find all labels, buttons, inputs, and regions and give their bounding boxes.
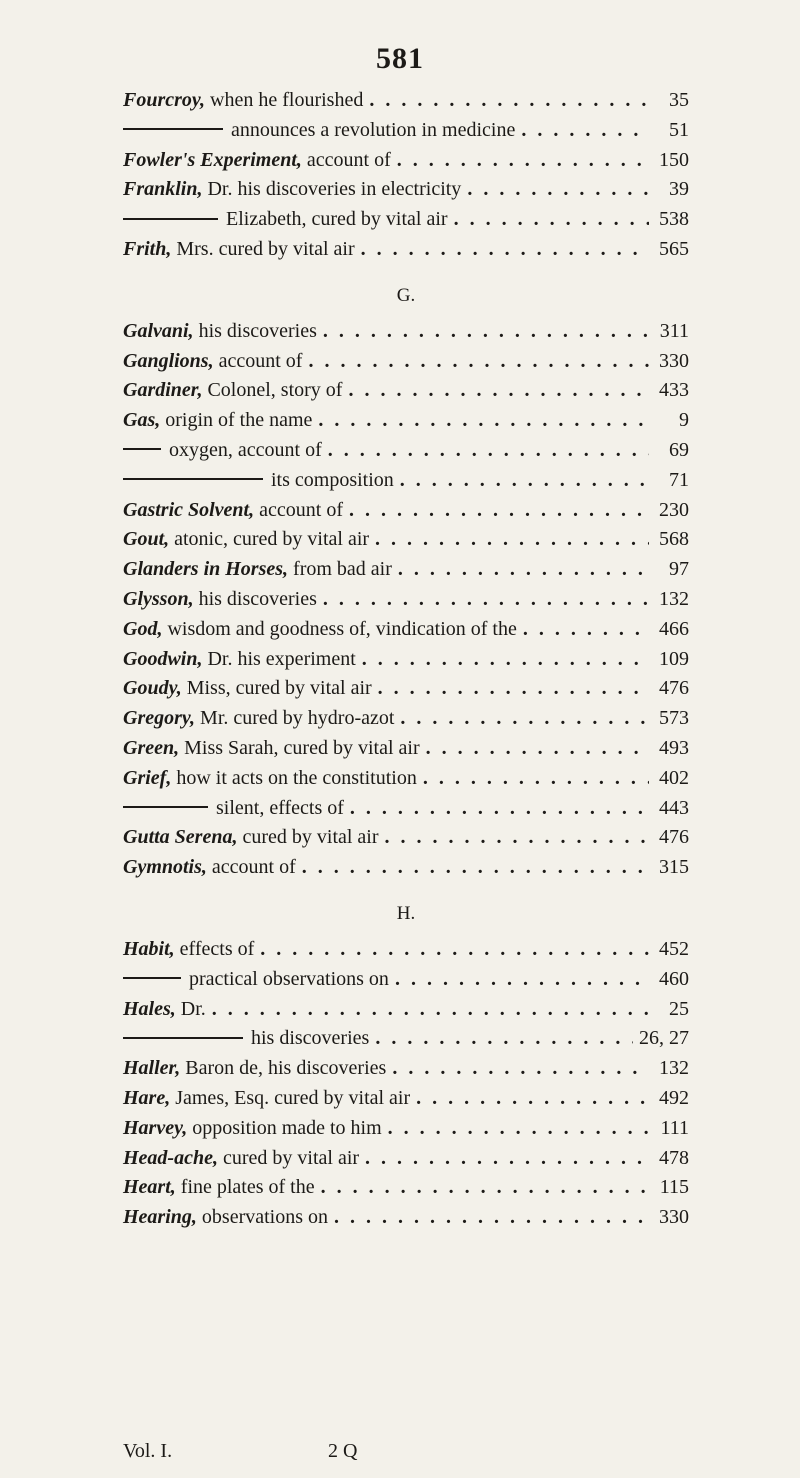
entry-description: Mr. cured by hydro-azot xyxy=(200,707,395,730)
entry-description: announces a revolution in medicine xyxy=(231,118,516,141)
leader-dots xyxy=(400,704,649,734)
ditto-rule xyxy=(123,478,263,480)
entry-description: Colonel, story of xyxy=(207,379,343,402)
index-section xyxy=(123,86,689,265)
entry-description: opposition made to him xyxy=(192,1116,382,1139)
index-entry xyxy=(123,436,689,466)
entry-description: origin of the name xyxy=(165,409,313,432)
entry-description: Dr. xyxy=(180,997,206,1020)
entry-text xyxy=(123,1114,382,1144)
entry-heading: Glysson, xyxy=(123,587,194,610)
page-reference: 9 xyxy=(679,409,689,432)
page-reference: 330 xyxy=(659,1206,689,1229)
page-reference: 69 xyxy=(669,438,689,461)
entry-description: how it acts on the constitution xyxy=(176,766,417,789)
index-entry xyxy=(123,615,689,645)
entry-text xyxy=(123,645,356,675)
index-entry xyxy=(123,205,689,235)
entry-heading: Hearing, xyxy=(123,1206,197,1229)
section-letter: H. xyxy=(396,902,416,924)
entry-text xyxy=(123,116,515,146)
page-reference: 538 xyxy=(659,208,689,231)
entry-text xyxy=(123,317,317,347)
page-reference: 150 xyxy=(659,148,689,171)
entry-heading: Haller, xyxy=(123,1057,181,1080)
entry-text xyxy=(123,764,417,794)
leader-dots xyxy=(260,935,649,965)
index-entry xyxy=(123,406,689,436)
leader-dots xyxy=(323,585,649,615)
entry-heading: God, xyxy=(123,617,163,640)
entry-description: Miss, cured by vital air xyxy=(186,677,372,700)
entry-text xyxy=(123,1203,328,1233)
page-reference: 35 xyxy=(669,89,689,111)
index-entry xyxy=(123,674,689,704)
leader-dots xyxy=(388,1114,649,1144)
page-reference: 460 xyxy=(659,967,689,990)
ditto-rule xyxy=(123,1037,243,1039)
leader-dots xyxy=(349,496,649,526)
page-reference: 476 xyxy=(659,826,689,849)
entry-heading: Gutta Serena, xyxy=(123,826,238,849)
entry-heading: Glanders in Horses, xyxy=(123,558,289,581)
entry-heading: Hales, xyxy=(123,997,176,1020)
leader-dots xyxy=(362,645,649,675)
entry-text xyxy=(123,823,379,853)
entry-description: Dr. his discoveries in electricity xyxy=(207,178,462,201)
leader-dots xyxy=(392,1054,649,1084)
page-reference: 452 xyxy=(659,937,689,960)
leader-dots xyxy=(365,1144,649,1174)
index-entry xyxy=(123,704,689,734)
ditto-rule xyxy=(123,806,208,808)
entry-text xyxy=(123,853,296,883)
index-entry xyxy=(123,995,689,1025)
page-reference: 71 xyxy=(669,468,689,491)
entry-description: Mrs. cured by vital air xyxy=(176,237,355,260)
entry-text xyxy=(123,466,394,496)
page-reference: 466 xyxy=(659,617,689,640)
ditto-rule xyxy=(123,128,223,130)
entry-text xyxy=(123,376,342,406)
entry-text xyxy=(123,674,372,704)
entry-text xyxy=(123,585,317,615)
entry-text xyxy=(123,205,448,235)
entry-text xyxy=(123,86,363,116)
ditto-rule xyxy=(123,448,161,450)
index-entry xyxy=(123,1144,689,1174)
entry-description: James, Esq. cured by vital air xyxy=(175,1086,411,1109)
index-section xyxy=(123,279,689,883)
page-reference: 565 xyxy=(659,237,689,260)
leader-dots xyxy=(302,853,649,883)
entry-heading: Goudy, xyxy=(123,677,182,700)
index-entry xyxy=(123,585,689,615)
page-reference: 25 xyxy=(669,997,689,1020)
leader-dots xyxy=(350,794,649,824)
page-reference: 478 xyxy=(659,1146,689,1169)
index-entry xyxy=(123,645,689,675)
entry-text xyxy=(123,965,389,995)
index-entry xyxy=(123,1173,689,1203)
page-reference: 433 xyxy=(659,379,689,402)
leader-dots xyxy=(321,1173,649,1203)
entry-description: from bad air xyxy=(293,558,392,581)
index-entry xyxy=(123,496,689,526)
index-entry xyxy=(123,347,689,377)
page-reference: 330 xyxy=(659,349,689,372)
index-section xyxy=(123,897,689,1233)
leader-dots xyxy=(398,555,649,585)
page-reference: 492 xyxy=(659,1086,689,1109)
entry-heading: Gas, xyxy=(123,409,161,432)
page-reference: 493 xyxy=(659,736,689,759)
entry-text xyxy=(123,1024,369,1054)
entry-text xyxy=(123,995,206,1025)
leader-dots xyxy=(400,466,649,496)
entry-description: his discoveries xyxy=(198,587,317,610)
entry-heading: Habit, xyxy=(123,937,175,960)
page-reference: 115 xyxy=(659,1176,689,1199)
entry-heading: Goodwin, xyxy=(123,647,203,670)
entry-heading: Gardiner, xyxy=(123,379,203,402)
index-entry xyxy=(123,376,689,406)
leader-dots xyxy=(318,406,649,436)
index-entry xyxy=(123,466,689,496)
entry-description: oxygen, account of xyxy=(169,438,322,461)
entry-heading: Gregory, xyxy=(123,707,196,730)
entry-text xyxy=(123,704,394,734)
entry-description: Miss Sarah, cured by vital air xyxy=(184,736,420,759)
volume-label: Vol. I. xyxy=(123,1440,173,1462)
leader-dots xyxy=(375,525,649,555)
page-reference: 132 xyxy=(659,587,689,610)
index-entry xyxy=(123,86,689,116)
index-entry xyxy=(123,794,689,824)
index-entry xyxy=(123,555,689,585)
entry-description: wisdom and goodness of, vindication of the xyxy=(167,617,517,640)
page-reference: 573 xyxy=(659,707,689,730)
entry-text xyxy=(123,175,461,205)
index-entry xyxy=(123,734,689,764)
index-entry xyxy=(123,823,689,853)
entry-text xyxy=(123,1144,359,1174)
entry-description: account of xyxy=(218,349,303,372)
entry-description: Dr. his experiment xyxy=(207,647,356,670)
entry-text xyxy=(123,436,322,466)
entry-text xyxy=(123,496,343,526)
entry-heading: Hare, xyxy=(123,1086,171,1109)
entry-text xyxy=(123,525,369,555)
page-reference: 51 xyxy=(669,118,689,141)
entry-description: account of xyxy=(211,856,296,879)
index-entry xyxy=(123,175,689,205)
entry-heading: Franklin, xyxy=(123,178,203,201)
leader-dots xyxy=(308,347,649,377)
page-reference: 26, 27 xyxy=(639,1027,689,1050)
entry-description: fine plates of the xyxy=(180,1176,315,1199)
index-entry xyxy=(123,146,689,176)
page-reference: 443 xyxy=(659,796,689,819)
page-reference: 568 xyxy=(659,528,689,551)
leader-dots xyxy=(395,965,649,995)
entry-text xyxy=(123,146,391,176)
leader-dots xyxy=(361,235,649,265)
entry-text xyxy=(123,555,392,585)
index-entry xyxy=(123,116,689,146)
leader-dots xyxy=(323,317,649,347)
entry-heading: Harvey, xyxy=(123,1116,188,1139)
index-entry xyxy=(123,1203,689,1233)
section-letter: G. xyxy=(396,284,416,306)
index-entry xyxy=(123,1054,689,1084)
leader-dots xyxy=(423,764,649,794)
page-reference: 109 xyxy=(659,647,689,670)
entry-heading: Galvani, xyxy=(123,319,194,342)
page-reference: 97 xyxy=(669,558,689,581)
page-reference: 311 xyxy=(659,319,689,342)
page-reference: 111 xyxy=(660,1116,689,1139)
entry-description: his discoveries xyxy=(198,319,317,342)
entry-text xyxy=(123,734,420,764)
index-entry xyxy=(123,965,689,995)
entry-text xyxy=(123,235,355,265)
leader-dots xyxy=(348,376,649,406)
entry-description: atonic, cured by vital air xyxy=(174,528,370,551)
index-entry xyxy=(123,317,689,347)
entry-heading: Gout, xyxy=(123,528,170,551)
entry-text xyxy=(123,794,344,824)
leader-dots xyxy=(328,436,649,466)
page-reference: 230 xyxy=(659,498,689,521)
entry-text xyxy=(123,406,312,436)
leader-dots xyxy=(212,995,649,1025)
entry-description: Baron de, his discoveries xyxy=(185,1057,387,1080)
page-number: 581 xyxy=(376,42,424,75)
leader-dots xyxy=(521,116,649,146)
leader-dots xyxy=(334,1203,649,1233)
page-reference: 402 xyxy=(659,766,689,789)
entry-description: cured by vital air xyxy=(222,1146,360,1169)
leader-dots xyxy=(523,615,649,645)
entry-description: its composition xyxy=(271,468,394,491)
leader-dots xyxy=(385,823,649,853)
entry-description: account of xyxy=(306,148,391,171)
signature-mark: 2 Q xyxy=(328,1440,358,1462)
entry-heading: Grief, xyxy=(123,766,172,789)
leader-dots xyxy=(467,175,649,205)
entry-description: account of xyxy=(259,498,343,521)
index-entry xyxy=(123,1024,689,1054)
page-reference: 39 xyxy=(669,178,689,201)
entry-description: observations on xyxy=(201,1206,328,1229)
entry-description: Elizabeth, cured by vital air xyxy=(226,208,448,231)
entry-text xyxy=(123,1173,315,1203)
index-entry xyxy=(123,935,689,965)
entry-description: silent, effects of xyxy=(216,796,344,819)
entry-description: cured by vital air xyxy=(242,826,379,849)
entry-heading: Fourcroy, xyxy=(123,89,206,111)
leader-dots xyxy=(397,146,649,176)
entry-heading: Frith, xyxy=(123,237,172,260)
entry-heading: Ganglions, xyxy=(123,349,214,372)
page-reference: 476 xyxy=(659,677,689,700)
entry-heading: Green, xyxy=(123,736,180,759)
index-entry xyxy=(123,1084,689,1114)
index-entry xyxy=(123,235,689,265)
entry-heading: Head-ache, xyxy=(123,1146,218,1169)
leader-dots xyxy=(454,205,649,235)
entry-text xyxy=(123,935,254,965)
entry-description: his discoveries xyxy=(251,1027,370,1050)
entry-description: when he flourished xyxy=(210,89,364,111)
index-entry xyxy=(123,1114,689,1144)
leader-dots xyxy=(426,734,649,764)
entry-description: practical observations on xyxy=(189,967,389,990)
entry-heading: Gymnotis, xyxy=(123,856,207,879)
leader-dots xyxy=(369,86,649,116)
index-entry xyxy=(123,525,689,555)
page-footer xyxy=(123,1440,357,1463)
leader-dots xyxy=(416,1084,649,1114)
leader-dots xyxy=(378,674,649,704)
index-entry xyxy=(123,764,689,794)
entry-heading: Fowler's Experiment, xyxy=(123,148,302,171)
entry-text xyxy=(123,615,517,645)
ditto-rule xyxy=(123,218,218,220)
leader-dots xyxy=(375,1024,633,1054)
entry-heading: Heart, xyxy=(123,1176,176,1199)
entry-text xyxy=(123,1054,386,1084)
entry-text xyxy=(123,347,302,377)
index-list xyxy=(123,86,689,1233)
page-reference: 315 xyxy=(659,856,689,879)
entry-text xyxy=(123,1084,410,1114)
ditto-rule xyxy=(123,977,181,979)
entry-heading: Gastric Solvent, xyxy=(123,498,255,521)
page-reference: 132 xyxy=(659,1057,689,1080)
entry-description: effects of xyxy=(179,937,255,960)
index-entry xyxy=(123,853,689,883)
